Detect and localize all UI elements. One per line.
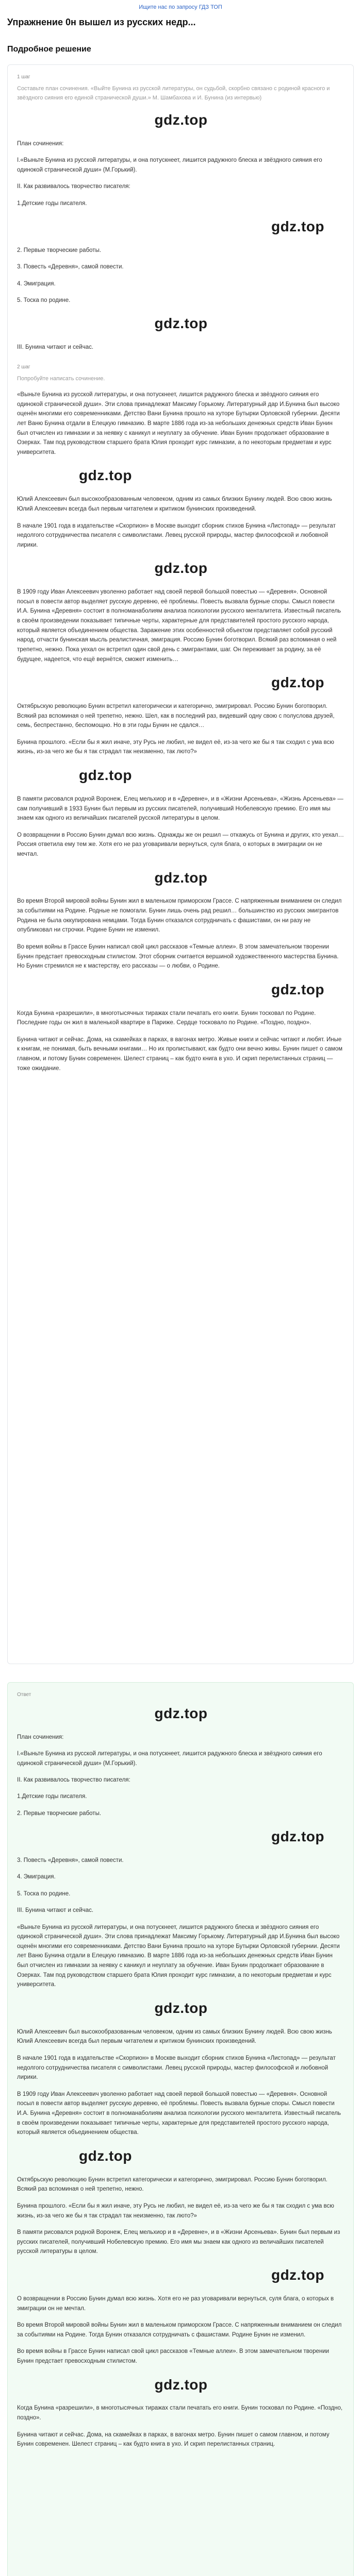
watermark-logo: gdz.top (271, 2267, 324, 2283)
watermark-logo: gdz.top (79, 467, 133, 484)
watermark-logo: gdz.top (154, 1999, 208, 2016)
step-label: 2 шаг (17, 364, 30, 370)
essay-paragraph: Когда Бунина «разрешили», в многотысячных тиражах стали печатать его книги. Бунин тосковал по Родине. Последние годы он жил в маленькой квартире в Париже. Сердце тосковало по Родине. «Поздно, поздно». (17, 1010, 316, 1026)
list-item: 3. Повесть «Деревня», самой повести. (17, 1857, 124, 1863)
step-label: 1 шаг (17, 74, 30, 80)
answer-label: Ответ (17, 1692, 31, 1698)
essay-paragraph: В 1909 году Иван Алексеевич уволенно работает над своей первой большой повестью — «Деревня». Основной посыл в повести автор выделяет русскую деревню, её проблемы. Повесть вызвала бурные споры. Смысл повести И.А. Бунина «Деревня» состоит в полноманаболиям анализа психологии русского менталитета. Известный писатель в своём произведении показывает типичные черты, характерные для представителей простого русского народа, который является объединением общества. Заражение этих особенностей объектом представляет собой русский народ, отчасти бунинская мысль реалистичная, эмиграция. Россию Бунин боготворил. Всякий раз вспоминая о ней трепетно, нежно. Пока уехал он встретил один свой день с эмигрантами, шаг. Он переживает за родину, за её будущее, надеется, что ещё вернётся, сможет изменить… (17, 589, 341, 663)
essay-paragraph: Октябрьскую революцию Бунин встретил категорически и категорично, эмигрировал. Россию Бунин боготворил. Всякий раз вспоминая о ней трепетно, нежно. (17, 2176, 327, 2193)
essay-paragraph: Во время войны в Грассе Бунин написал свой цикл рассказов «Темные аллеи». В этом замечательном творении Бунин предстает превосходным стилистом. Этот сборник считается вершиной художественного мастерства Бунина. Но Бунин стремился не к мастерству, его рассказы — о любви, о Родине. (17, 943, 339, 970)
list-item: 1.Детские годы писателя. (17, 200, 87, 207)
essay-paragraph: Юлий Алексеевич был высокообразованным человеком, одним из самых близких Бунину людей. Всю свою жизнь Юлий Алексеевич всегда был первым читателем и критиком бунинских произведений. (17, 496, 332, 512)
essay-paragraph: Во время Второй мировой войны Бунин жил в маленьком приморском Грассе. С напряженным вниманием он следил за событиями на Родине. Родные не помогали. Бунин лишь очень рад решил… большинство из русских эмигрантов Родина не была оккупирована немцами. Тогда Бунин отказался сотрудничать с фашистами, он ни разу не опубликовал ни строчки. Родине Бунин не изменил. (17, 898, 342, 934)
solution-heading: Подробное решение (7, 45, 91, 54)
essay-paragraph: О возвращении в Россию Бунин думал всю жизнь. Однажды же он решил — откажусь от Бунина и других, кто уехал… Россия ответила ему тем же. Хотя его не раз уговаривали вернуться, суля блага, о которых в эмиграции он не мечтал. (17, 832, 344, 858)
answer-panel (7, 1682, 354, 2576)
essay-paragraph: О возвращении в Россию Бунин думал всю жизнь. Хотя его не раз уговаривали вернуться, суля блага, о которых в эмиграции он не мечтал. (17, 2295, 334, 2312)
essay-paragraph: Бунина прошлого. «Если бы я жил иначе, эту Русь не любил, не видел её, из-за чего же бы я так сходил с ума всю жизнь, из-за чего же бы я так страдал так неизменно, так люто?» (17, 739, 334, 755)
top-banner (0, 0, 361, 12)
list-item: I.«Выньте Бунина из русской литературы, и она потускнеет, лишится радужного блеска и звёздного сияния его одинокой странической души» (М.Горький). (17, 1751, 322, 1767)
search-hint-link[interactable]: Ищите нас по запросу ГДЗ ТОП (139, 4, 222, 10)
plan-title: План сочинения: (17, 1734, 64, 1740)
essay-paragraph: Бунина читают и сейчас. Дома, на скамейках в парках, в вагонах метро. Бунин пишет о самом главном, и потому Бунин современен. Шелест страниц – как будто книга в ухо. И скрип перелистанных страниц. (17, 2431, 330, 2448)
watermark-logo: gdz.top (271, 674, 324, 691)
essay-paragraph: Бунина прошлого. «Если бы я жил иначе, эту Русь не любил, не видел её, из-за чего же бы я так сходил с ума всю жизнь, из-за чего же бы я так страдал так неизменно, так люто?» (17, 2202, 334, 2219)
watermark-logo: gdz.top (154, 315, 208, 332)
essay-paragraph: В памяти рисовался родной Воронеж, Елец мельхиор и в «Деревне», и в «Жизни Арсеньева». Бунин был первым из русских писателей, получивший Нобелевскую премию. Его имя мы знаем как одного из величайших писателей русской литературы в целом. (17, 2229, 340, 2255)
watermark-logo: gdz.top (154, 112, 208, 128)
list-item: План сочинения: (17, 140, 64, 147)
list-item: II. Как развивалось творчество писателя: (17, 183, 130, 190)
list-item: 4. Эмиграция. (17, 280, 56, 287)
watermark-logo: gdz.top (154, 2376, 208, 2393)
list-item: 3. Повесть «Деревня», самой повести. (17, 264, 124, 270)
list-item: 5. Тоска по родине. (17, 297, 71, 303)
essay-paragraph: Во время Второй мировой войны Бунин жил в маленьком приморском Грассе. С напряженным вниманием он следил за событиями на Родине. Тогда Бунин отказался сотрудничать с фашистами. Родине Бунин не изменил. (17, 2322, 342, 2338)
essay-paragraph: В 1909 году Иван Алексеевич уволенно работает над своей первой большой повестью — «Деревня». Основной посыл в повести автор выделяет русскую деревню, её проблемы. Повесть вызвала бурные споры. Смысл повести И.А. Бунина «Деревня» состоит в полноманаболиям анализа психологии русского менталитета. Известный писатель в своём произведении показывает типичные черты, характерные для представителей простого русского народа, который является объединением общества. (17, 2091, 341, 2136)
watermark-logo: gdz.top (271, 218, 324, 234)
list-item: III. Бунина читают и сейчас. (17, 344, 94, 351)
page-title: Упражнение 0н вышел из русских недр... (7, 17, 196, 27)
watermark-logo: gdz.top (271, 1828, 324, 1845)
essay-paragraph: В памяти рисовался родной Воронеж, Елец мельхиор и в «Деревне», и в «Жизни Арсеньева», «Жизнь Арсеньева» — сам получивший в 1933 Бунин был первым из русских писателей, получивший Нобелевскую премию. Его имя мы знаем как одного из величайших писателей русской литературы в целом. (17, 795, 343, 822)
essay-paragraph: В начале 1901 года в издательстве «Скорпион» в Москве выходит сборник стихов Бунина «Листопад» — результат недолгого сотрудничества писателя с символистами. Левец русской природы, мастер философской и любовной лирики. (17, 522, 336, 548)
list-item: 1.Детские годы писателя. (17, 1793, 87, 1800)
watermark-logo: gdz.top (154, 560, 208, 577)
list-item: 2. Первые творческие работы. (17, 1810, 102, 1817)
list-item: 5. Тоска по родине. (17, 1890, 71, 1897)
watermark-logo: gdz.top (154, 869, 208, 886)
list-item: III. Бунина читают и сейчас. (17, 1907, 94, 1914)
essay-paragraph: Когда Бунина «разрешили», в многотысячных тиражах стали печатать его книги. Бунин тосковал по Родине. «Поздно, поздно». (17, 2405, 343, 2421)
watermark-logo: gdz.top (154, 1705, 208, 1721)
watermark-logo: gdz.top (79, 767, 133, 784)
list-item: II. Как развивалось творчество писателя: (17, 1776, 130, 1783)
list-item: 4. Эмиграция. (17, 1874, 56, 1880)
essay-paragraph: «Выньте Бунина из русской литературы, и она потускнеет, лишится радужного блеска и звёздного сияния его одинокой странической души». Эти слова принадлежат Максиму Горькому. Литературный дар И.Бунина был высоко оценён многими его современниками. Детство Вани Бунина прошло на хуторе Бутырки Орловской губернии. Десяти лет Ваню Бунина отдали в Елецкую гимназию. В марте 1886 года из-за небольших денежных средств Иван Бунин был отчислен из гимназии за неявку с каникул и неуплату за обучение. Иван Бунин продолжает образование в Озерках. Там под руководством старшего брата Юлия проходит курс гимназии, а по некоторым предметам и курс университета. (17, 1924, 340, 1988)
step-hint: Составьте план сочинения. «Выйте Бунина из русской литературы, он судьбой, скорбно связано с родиной красного и звёздного сияния его единой странической души.» М. Шамбахова и И. Бунина (из интервью) (17, 86, 330, 101)
watermark-logo: gdz.top (79, 2147, 133, 2164)
watermark-logo: gdz.top (271, 981, 324, 997)
list-item: 2. Первые творческие работы. (17, 247, 102, 253)
detailed-solution-panel (7, 64, 354, 1664)
essay-paragraph: Октябрьскую революцию Бунин встретил категорически и категорично, эмигрировал. Россию Бунин боготворил. Всякий раз вспоминая о ней трепетно, нежно. Шел, как в последний раз, видевший одну свою с полуслова друзей, семь, беспрестанно, беспомощно. Но в эти годы Бунин не сдался… (17, 703, 335, 729)
essay-paragraph: Бунина читают и сейчас. Дома, на скамейках в парках, в вагонах метро. Живые книги и сейчас читают и любят. Иные к книгам, не понимая, быть вечными книгами… Но их пролистывают, как будто они вечно живы. Бунин пишет о самом главном, и потому Бунин современен. Шелест страниц – как будто книга в ухо. И скрип перелистанных страниц — тоже ожидание. (17, 1036, 342, 1072)
essay-paragraph: Во время войны в Грассе Бунин написал свой цикл рассказов «Темные аллеи». В этом замечательном творении Бунин предстает превосходным стилистом. (17, 2348, 330, 2365)
essay-paragraph: Юлий Алексеевич был высокообразованным человеком, одним из самых близких Бунину людей. Всю свою жизнь Юлий Алексеевич всегда был первым читателем и критиком бунинских произведений. (17, 2028, 332, 2045)
step-hint: Попробуйте написать сочинение. (17, 376, 105, 382)
essay-paragraph: «Выньте Бунина из русской литературы, и она потускнеет, лишится радужного блеска и звёздного сияния его одинокой странической души». Эти слова принадлежат Максиму Горькому. Литературный дар И.Бунина был высоко оценён многими его современниками. Детство Вани Бунина прошло на хуторе Бутырки Орловской губернии. Десяти лет Ваню Бунина отдали в Елецкую гимназию. В марте 1886 года из-за небольших денежных средств Иван Бунин был отчислен из гимназии и за неявку с каникул и неуплату за обучение. Иван Бунин продолжает образование в Озерках. Там под руководством старшего брата Юлия проходит курс гимназии, а по некоторым предметам и курс университета. (17, 392, 340, 455)
list-item: I.«Выньте Бунина из русской литературы, и она потускнеет, лишится радужного блеска и звёздного сияния его одинокой странической души» (М.Горький). (17, 157, 322, 173)
essay-paragraph: В начале 1901 года в издательстве «Скорпион» в Москве выходит сборник стихов Бунина «Листопад» — результат недолгого сотрудничества писателя с символистами. Левец русской природы, мастер философской и любовной лирики. (17, 2055, 336, 2081)
